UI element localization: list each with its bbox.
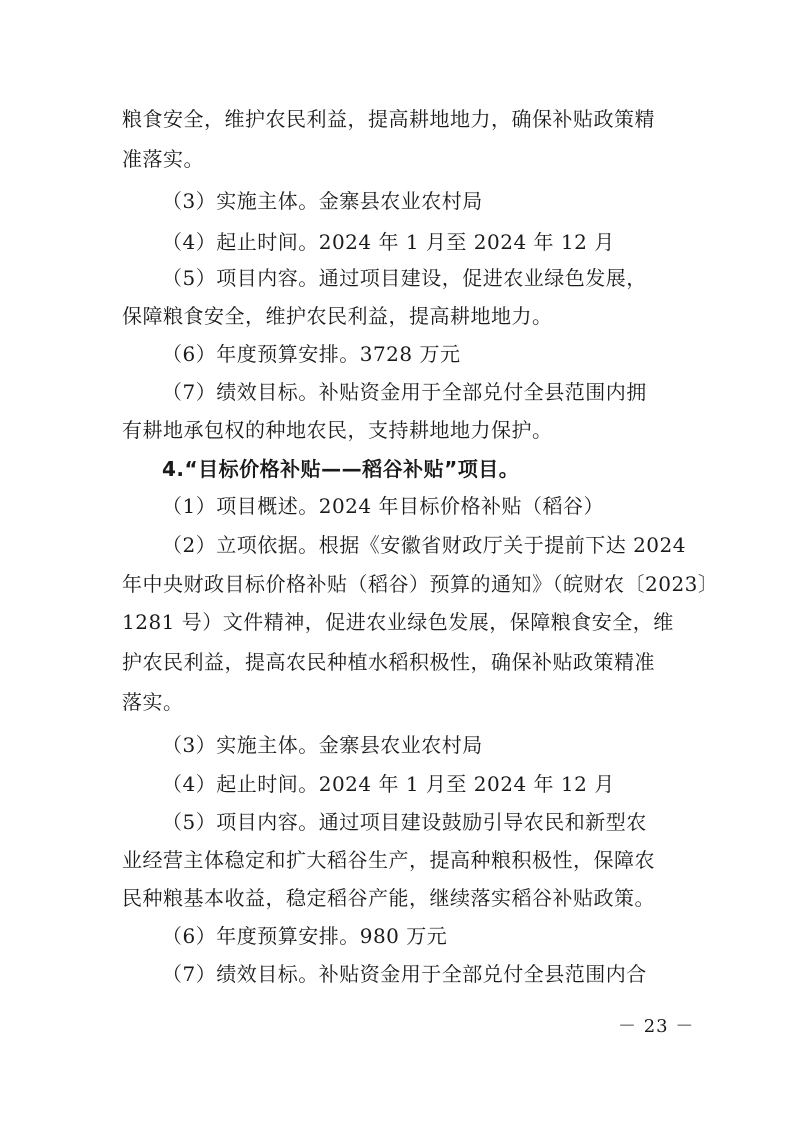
item-content: （5）项目内容。通过项目建设，促进农业绿色发展， <box>162 266 647 290</box>
item-overview: （1）项目概述。2024 年目标价格补贴（稻谷） <box>162 494 604 518</box>
item-goal: （7）绩效目标。补贴资金用于全部兑付全县范围内拥 <box>162 380 647 404</box>
paragraph-line: 落实。 <box>122 690 184 714</box>
item-basis: （2）立项依据。根据《安徽省财政厅关于提前下达 2024 <box>162 533 686 557</box>
section-heading: 4.“目标价格补贴——稻谷补贴”项目。 <box>162 457 520 481</box>
item-period: （4）起止时间。2024 年 1 月至 2024 年 12 月 <box>162 772 615 796</box>
paragraph-line: 保障粮食安全，维护农民利益，提高耕地地力。 <box>122 304 553 328</box>
paragraph-line: 准落实。 <box>122 147 204 171</box>
paragraph-line: 1281 号）文件精神，促进农业绿色发展，保障粮食安全，维 <box>122 610 674 634</box>
paragraph-line: 年中央财政目标价格补贴（稻谷）预算的通知》（皖财农〔2023〕 <box>122 572 719 596</box>
item-period: （4）起止时间。2024 年 1 月至 2024 年 12 月 <box>162 230 615 254</box>
page-number: － 23 － <box>618 1016 695 1037</box>
paragraph-line: 粮食安全，维护农民利益，提高耕地地力，确保补贴政策精 <box>122 107 655 131</box>
item-budget: （6）年度预算安排。980 万元 <box>162 924 448 948</box>
paragraph-line: 护农民利益，提高农民种植水稻积极性，确保补贴政策精准 <box>122 650 655 674</box>
item-implementer: （3）实施主体。金寨县农业农村局 <box>162 189 483 213</box>
paragraph-line: 业经营主体稳定和扩大稻谷生产，提高种粮积极性，保障农 <box>122 848 655 872</box>
item-implementer: （3）实施主体。金寨县农业农村局 <box>162 733 483 757</box>
item-goal: （7）绩效目标。补贴资金用于全部兑付全县范围内合 <box>162 962 647 986</box>
paragraph-line: 有耕地承包权的种地农民，支持耕地地力保护。 <box>122 418 553 442</box>
item-content: （5）项目内容。通过项目建设鼓励引导农民和新型农 <box>162 810 647 834</box>
paragraph-line: 民种粮基本收益，稳定稻谷产能，继续落实稻谷补贴政策。 <box>122 886 655 910</box>
item-budget: （6）年度预算安排。3728 万元 <box>162 342 461 366</box>
